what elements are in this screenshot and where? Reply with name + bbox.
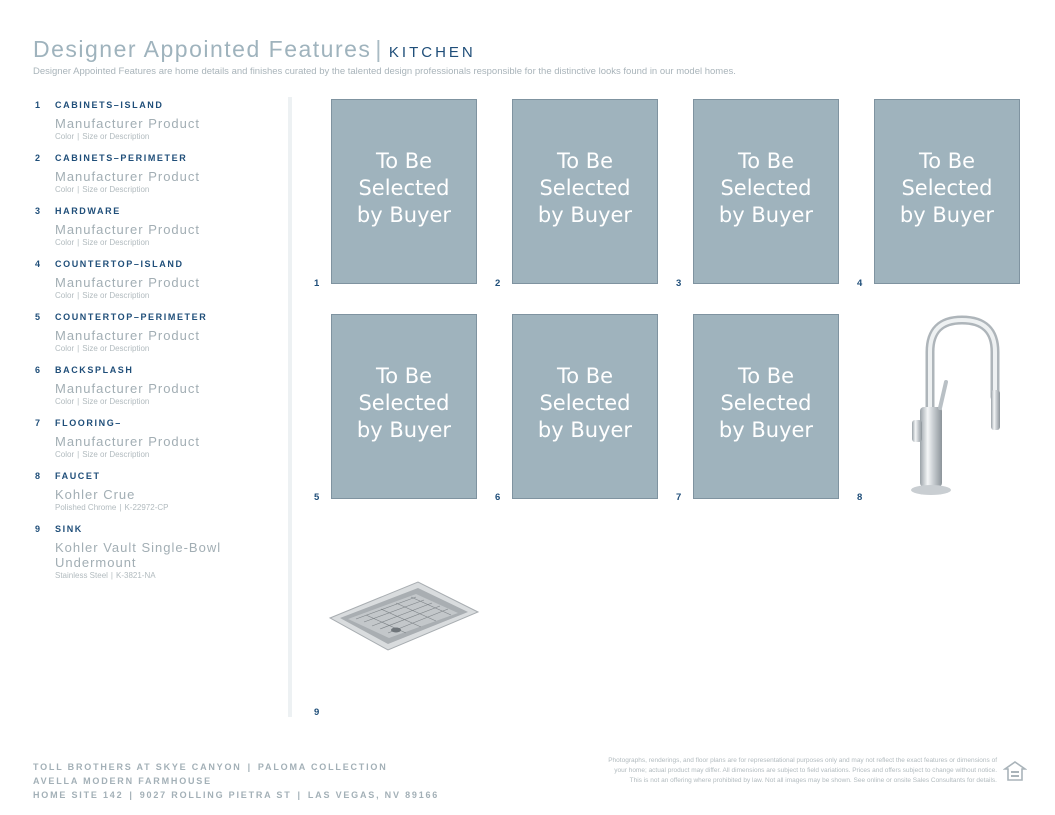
item-detail-a: Color: [55, 238, 75, 247]
item-detail-a: Color: [55, 185, 75, 194]
item-number: 2: [35, 153, 41, 163]
feature-item: [35, 259, 280, 301]
feature-item: [35, 418, 280, 460]
placeholder-tile: [331, 99, 477, 284]
tile-number: 3: [676, 278, 682, 289]
item-number: 5: [35, 312, 41, 322]
tile-number: 7: [676, 492, 682, 503]
item-details: Color | Size or Description: [55, 291, 150, 300]
item-details: Color | Size or Description: [55, 450, 150, 459]
item-category: CABINETS–PERIMETER: [55, 153, 188, 163]
item-category: SINK: [55, 524, 83, 534]
placeholder-text: To Be Selected by Buyer: [718, 149, 814, 227]
tile-number: 6: [495, 492, 501, 503]
item-detail-b: Size or Description: [82, 397, 150, 406]
item-category: FLOORING–: [55, 418, 122, 428]
placeholder-text: To Be Selected by Buyer: [537, 149, 633, 227]
placeholder-text: To Be Selected by Buyer: [718, 364, 814, 442]
item-detail-b: Size or Description: [82, 344, 150, 353]
item-details: Stainless Steel | K-3821-NA: [55, 571, 156, 580]
item-category: FAUCET: [55, 471, 101, 481]
item-product: Manufacturer Product: [55, 275, 201, 290]
item-number: 3: [35, 206, 41, 216]
item-number: 1: [35, 100, 41, 110]
item-product: Manufacturer Product: [55, 169, 201, 184]
item-product: Manufacturer Product: [55, 434, 201, 449]
placeholder-text: To Be Selected by Buyer: [356, 149, 452, 227]
item-details: Color | Size or Description: [55, 344, 150, 353]
item-category: CABINETS–ISLAND: [55, 100, 164, 110]
item-detail-b: K-22972-CP: [124, 503, 169, 512]
item-detail-a: Color: [55, 291, 75, 300]
item-detail-b: Size or Description: [82, 450, 150, 459]
item-product: Manufacturer Product: [55, 328, 201, 343]
tile-number: 2: [495, 278, 501, 289]
item-detail-b: Size or Description: [82, 132, 150, 141]
item-detail-b: Size or Description: [82, 238, 150, 247]
item-detail-a: Color: [55, 397, 75, 406]
item-detail-b: K-3821-NA: [116, 571, 156, 580]
feature-list: [35, 100, 280, 592]
item-number: 7: [35, 418, 41, 428]
title-separator: |: [375, 36, 383, 62]
placeholder-tile: [331, 314, 477, 499]
faucet-image: [900, 312, 1010, 502]
item-detail-b: Size or Description: [82, 291, 150, 300]
placeholder-tile: [693, 99, 839, 284]
feature-item: [35, 312, 280, 354]
item-detail-a: Color: [55, 344, 75, 353]
tile-number: 5: [314, 492, 320, 503]
item-details: Color | Size or Description: [55, 238, 150, 247]
equal-housing-icon: [1003, 760, 1027, 784]
item-detail-b: Size or Description: [82, 185, 150, 194]
item-number: 8: [35, 471, 41, 481]
placeholder-text: To Be Selected by Buyer: [356, 364, 452, 442]
page-subtitle: Designer Appointed Features are home details and finishes curated by the talented design professionals responsible for the distinctive looks found in our model homes.: [33, 66, 736, 77]
feature-item: [35, 471, 280, 513]
item-details: Color | Size or Description: [55, 397, 150, 406]
item-detail-a: Color: [55, 450, 75, 459]
footer-line-site: HOME SITE 142 | 9027 ROLLING PIETRA ST | LAS VEGAS, NV 89166: [33, 790, 440, 800]
item-detail-a: Color: [55, 132, 75, 141]
item-number: 6: [35, 365, 41, 375]
tile-number: 4: [857, 278, 863, 289]
item-category: BACKSPLASH: [55, 365, 134, 375]
item-category: HARDWARE: [55, 206, 121, 216]
item-detail-a: Polished Chrome: [55, 503, 117, 512]
placeholder-tile: [512, 314, 658, 499]
item-details: Color | Size or Description: [55, 185, 150, 194]
feature-item: [35, 100, 280, 142]
tile-number: 8: [857, 492, 863, 503]
footer-disclaimer: Photographs, renderings, and floor plans are for representational purposes only and may not reflect the exact features or dimensions of your home; actual product may differ. All dimensions are subject to field variations. Prices and offers subject to change without notice. This is not an offering where prohibited by law. Not all images may be shown. See online or onsite Sales Consultants for details.: [608, 757, 997, 784]
placeholder-tile: [874, 99, 1020, 284]
tile-number: 1: [314, 278, 320, 289]
sink-image: [326, 578, 482, 654]
feature-item: [35, 365, 280, 407]
tile-number: 9: [314, 707, 320, 718]
placeholder-tile: [693, 314, 839, 499]
item-category: COUNTERTOP–PERIMETER: [55, 312, 208, 322]
page-title: [33, 36, 476, 63]
placeholder-text: To Be Selected by Buyer: [537, 364, 633, 442]
item-product: Kohler Crue: [55, 487, 136, 502]
item-product: Manufacturer Product: [55, 222, 201, 237]
divider-line: [288, 97, 292, 717]
item-details: Color | Size or Description: [55, 132, 150, 141]
footer-address: [33, 760, 439, 802]
page-header: [33, 36, 476, 63]
title-text: Designer Appointed Features: [33, 36, 372, 62]
placeholder-text: To Be Selected by Buyer: [899, 149, 995, 227]
feature-item: [35, 153, 280, 195]
item-product: Manufacturer Product: [55, 116, 201, 131]
placeholder-tile: [512, 99, 658, 284]
footer-line-community: TOLL BROTHERS AT SKYE CANYON | PALOMA COLLECTION: [33, 762, 388, 772]
item-number: 4: [35, 259, 41, 269]
feature-item: [35, 206, 280, 248]
item-product: Manufacturer Product: [55, 381, 201, 396]
item-details: Polished Chrome | K-22972-CP: [55, 503, 169, 512]
room-name: KITCHEN: [388, 44, 476, 61]
feature-item: [35, 524, 280, 581]
item-category: COUNTERTOP–ISLAND: [55, 259, 184, 269]
footer-line-model: AVELLA MODERN FARMHOUSE: [33, 776, 212, 786]
item-number: 9: [35, 524, 41, 534]
item-detail-a: Stainless Steel: [55, 571, 108, 580]
item-product: Kohler Vault Single-Bowl Undermount: [55, 540, 222, 570]
